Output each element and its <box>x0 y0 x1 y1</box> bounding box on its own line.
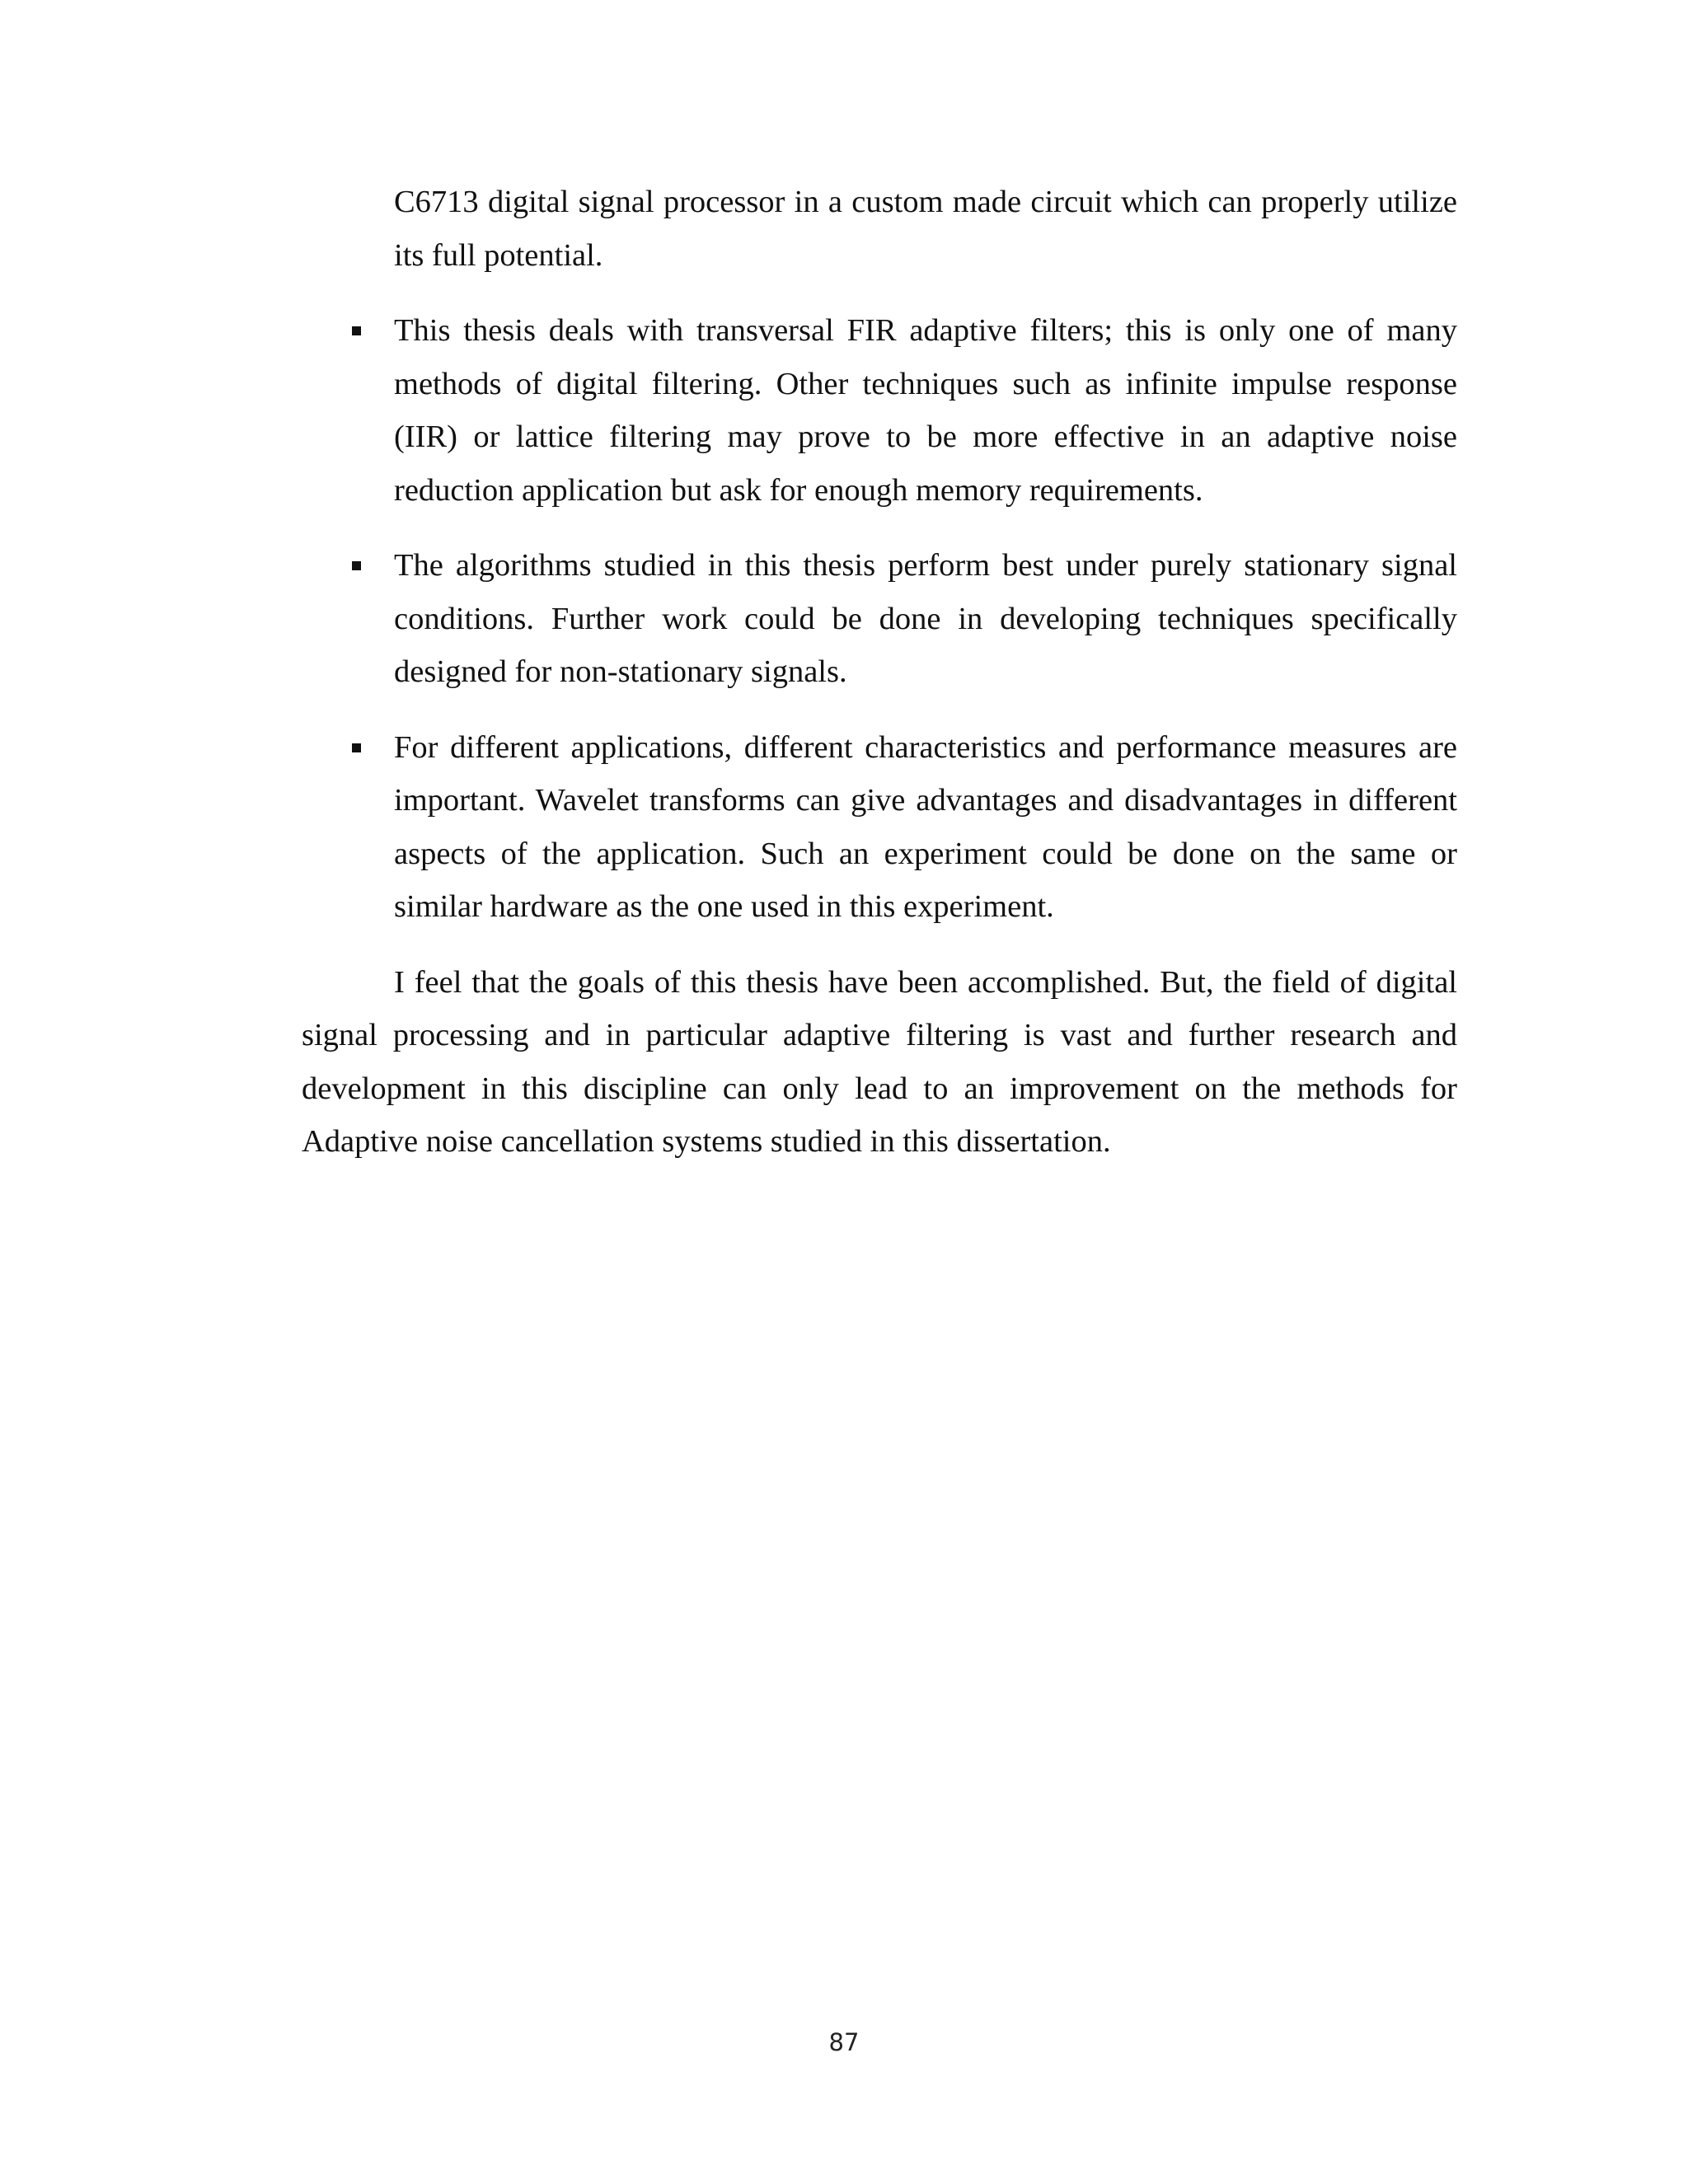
square-bullet-icon <box>352 304 362 358</box>
continued-bullet-text: C6713 digital signal processor in a custom made circuit which can properly utilize its full potential. <box>394 185 1457 273</box>
closing-paragraph: I feel that the goals of this thesis have been accomplished. But, the field of digital signal processing and in particular adaptive filtering is vast and further research and development in this discipline can only lead to an improvement on the methods for Adaptive noise cancellation systems studied in this dissertation. <box>302 964 1457 1159</box>
square-bullet-icon <box>352 721 362 775</box>
page-number: 87 <box>828 2028 860 2056</box>
list-item <box>394 539 1457 699</box>
list-item-text: The algorithms studied in this thesis perform best under purely stationary signal conditions. Further work could be done in developing techniques specifically designed for non-stationary signals. <box>394 548 1457 689</box>
future-work-list <box>302 304 1457 934</box>
list-item <box>394 721 1457 934</box>
list-item-text: For different applications, different characteristics and performance measures are important. Wavelet transforms can give advantages and disadvantages in different aspects of the application. Such an experiment could be done on the same or similar hardware as the one used in this experiment. <box>394 729 1457 924</box>
page-body <box>302 176 1457 1169</box>
list-item <box>394 304 1457 517</box>
square-bullet-icon <box>352 539 362 593</box>
list-item-text: This thesis deals with transversal FIR adaptive filters; this is only one of many methods of digital filtering. Other techniques such as infinite impulse response (IIR) or lattice filtering may prove to be more effective in an adaptive noise reduction application but ask for enough memory requirements. <box>394 313 1457 508</box>
